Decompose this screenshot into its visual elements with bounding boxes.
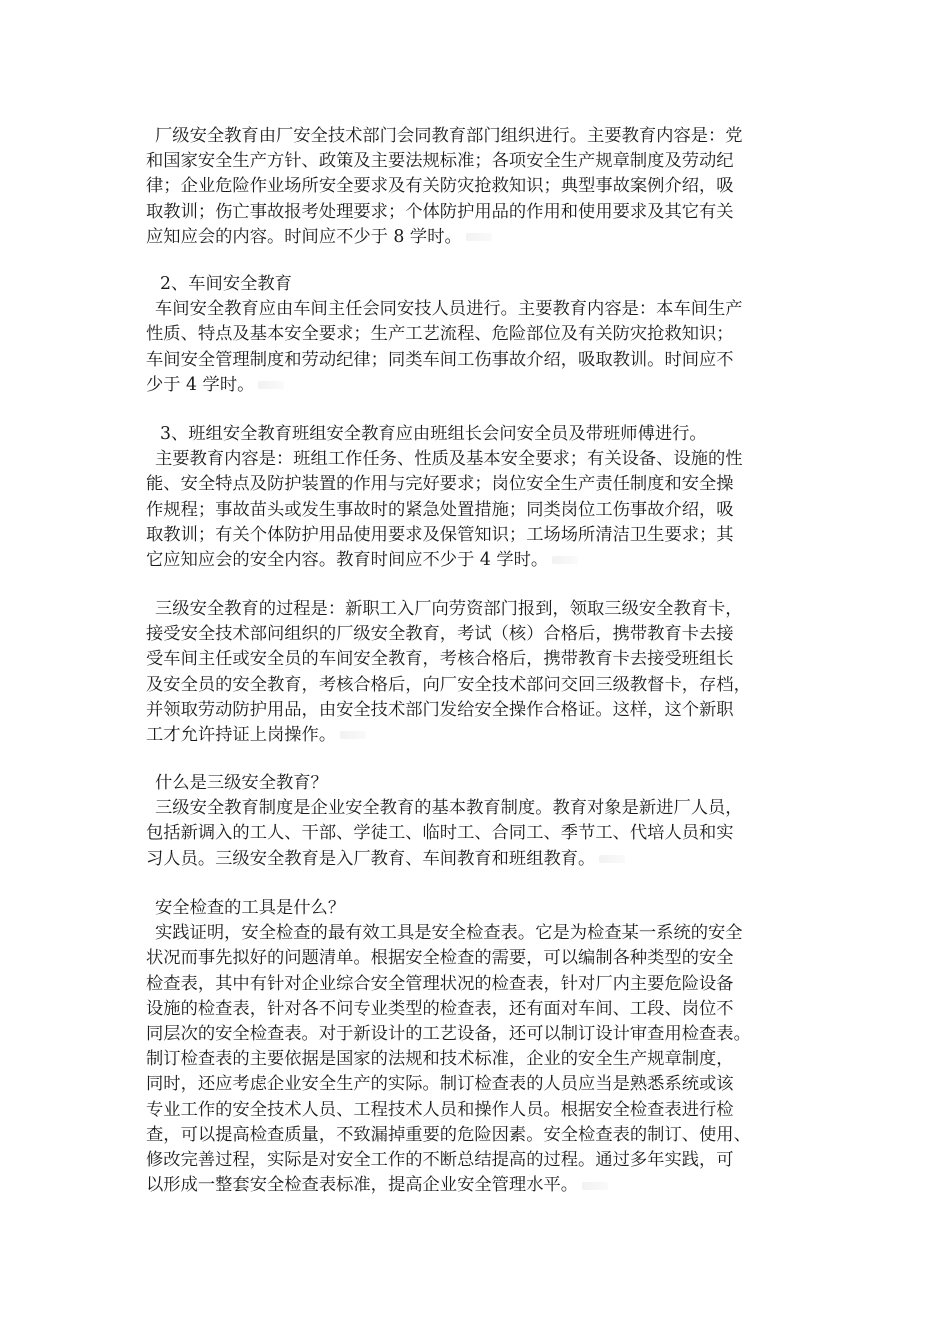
text-line: 及安全员的安全教育，考核合格后，向厂安全技术部问交回三级教督卡，存档，	[146, 674, 751, 695]
faint-watermark-mark	[582, 1182, 608, 1190]
text-line: 同时，还应考虑企业安全生产的实际。制订检查表的人员应当是熟悉系统或该	[146, 1074, 734, 1095]
text-line: 它应知应会的安全内容。教育时间应不少于 4 学时。	[146, 549, 549, 570]
section-heading: 什么是三级安全教育？	[155, 773, 328, 793]
text-line: 三级安全教育制度是企业安全教育的基本教育制度。教育对象是新进厂人员，	[155, 798, 743, 819]
text-line: 能、安全特点及防护装置的作用与完好要求；岗位安全生产责任制度和安全操	[146, 474, 734, 495]
text-line-end	[146, 548, 806, 573]
text-line: 同层次的安全检查表。对于新设计的工艺设备，还可以制订设计审查用检查表。	[146, 1023, 751, 1044]
paragraph-factory-education	[146, 124, 806, 250]
faint-watermark-mark	[258, 381, 284, 389]
text-line-end	[146, 847, 806, 872]
text-line: 设施的检查表，针对各不问专业类型的检查表，还有面对车间、工段、岗位不	[146, 998, 734, 1019]
text-line-end	[146, 225, 806, 250]
text-line: 专业工作的安全技术人员、工程技术人员和操作人员。根据安全检查表进行检	[146, 1099, 734, 1120]
faint-watermark-mark	[599, 855, 625, 863]
text-line: 检查表，其中有针对企业综合安全管理状况的检查表，针对厂内主要危险设备	[146, 973, 734, 994]
text-line: 车间安全管理制度和劳动纪律；同类车间工伤事故介绍，吸取教训。时间应不	[146, 349, 734, 370]
text-line: 工才允许持证上岗操作。	[146, 724, 337, 745]
faint-watermark-mark	[466, 233, 492, 241]
section-inspection-tools	[146, 896, 806, 1198]
text-line: 并领取劳动防护用品，由安全技术部门发给安全操作合格证。这样，这个新职	[146, 699, 734, 720]
section-heading: 3、班组安全教育班组安全教育应由班组长会问安全员及带班师傅进行。	[160, 424, 707, 444]
section-team-education	[146, 422, 806, 573]
text-line: 性质、特点及基本安全要求；生产工艺流程、危险部位及有关防灾抢救知识；	[146, 324, 734, 345]
paragraph-education-process	[146, 597, 806, 748]
text-line: 厂级安全教育由厂安全技术部门会同教育部门组织进行。主要教育内容是：党	[155, 126, 743, 146]
text-line: 制订检查表的主要依据是国家的法规和技术标准，企业的安全生产规章制度，	[146, 1049, 734, 1070]
text-line: 受车间主任或安全员的车间安全教育，考核合格后，携带教育卡去接受班组长	[146, 649, 734, 670]
text-line: 修改完善过程，实际是对安全工作的不断总结提高的过程。通过多年实践，可	[146, 1149, 734, 1170]
section-what-is-three-level	[146, 771, 806, 872]
text-line-end	[146, 373, 806, 398]
text-line-end	[146, 1173, 806, 1198]
text-line: 包括新调入的工人、干部、学徒工、临时工、合同工、季节工、代培人员和实	[146, 823, 734, 844]
text-line: 取教训；有关个体防护用品使用要求及保管知识；工场场所清洁卫生要求；其	[146, 524, 734, 545]
text-line: 主要教育内容是：班组工作任务、性质及基本安全要求；有关设备、设施的性	[155, 449, 743, 470]
faint-watermark-mark	[552, 556, 578, 564]
text-line: 取教训；伤亡事故报考处理要求；个体防护用品的作用和使用要求及其它有关	[146, 201, 734, 222]
text-line: 以形成一整套安全检查表标准，提高企业安全管理水平。	[146, 1175, 579, 1196]
text-line-end	[146, 723, 806, 748]
section-workshop-education	[146, 272, 806, 398]
text-line: 应知应会的内容。时间应不少于 8 学时。	[146, 226, 462, 247]
text-line: 少于 4 学时。	[146, 374, 255, 395]
text-line: 查，可以提高检查质量，不致漏掉重要的危险因素。安全检查表的制订、使用、	[146, 1124, 751, 1145]
section-heading: 安全检查的工具是什么？	[155, 898, 346, 918]
text-line: 车间安全教育应由车间主任会同安技人员进行。主要教育内容是：本车间生产	[155, 299, 743, 320]
text-line: 状况而事先拟好的问题清单。根据安全检查的需要，可以编制各种类型的安全	[146, 948, 734, 969]
text-line: 作规程；事故苗头或发生事故时的紧急处置措施；同类岗位工伤事故介绍，吸	[146, 499, 734, 520]
text-line: 习人员。三级安全教育是入厂教育、车间教育和班组教育。	[146, 848, 596, 869]
text-line: 三级安全教育的过程是：新职工入厂向劳资部门报到，领取三级安全教育卡，	[155, 599, 743, 619]
text-line: 和国家安全生产方针、政策及主要法规标准；各项安全生产规章制度及劳动纪	[146, 151, 734, 172]
text-line: 实践证明，安全检查的最有效工具是安全检查表。它是为检查某一系统的安全	[155, 923, 743, 944]
faint-watermark-mark	[340, 731, 366, 739]
section-heading: 2、车间安全教育	[160, 274, 292, 294]
text-line: 律；企业危险作业场所安全要求及有关防灾抢救知识；典型事故案例介绍，吸	[146, 176, 734, 197]
text-line: 接受安全技术部问组织的厂级安全教育，考试（核）合格后，携带教育卡去接	[146, 624, 734, 645]
